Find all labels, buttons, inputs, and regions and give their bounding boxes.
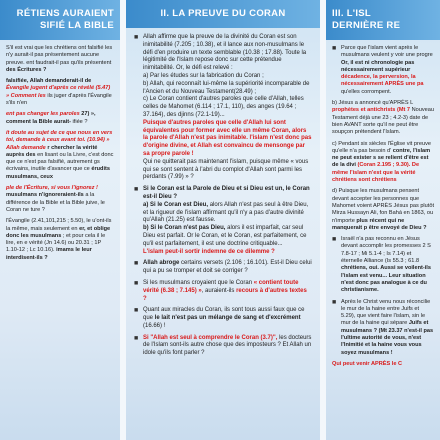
text-line: Évangile jugent d'après ce bbox=[6, 85, 77, 92]
text-line: 23 ; 4.2-3) date de bien AVANT bbox=[332, 114, 429, 128]
left-title-line-1 bbox=[4, 8, 114, 20]
right-bullet-1 bbox=[332, 45, 434, 96]
dilemma-lead: Si le Coran est la Parole de Dieu et si Dieu est un, le Coran est-il Dieu ? bbox=[143, 186, 310, 200]
text-line: 5.29), que vient faire l'islam, sin bbox=[341, 313, 420, 320]
text-line: pas plutôt Mirza Hussayn Ali, fon bbox=[332, 202, 435, 217]
left-paragraph-6 bbox=[6, 218, 114, 262]
bullet-square-icon: ■ bbox=[134, 34, 139, 41]
left-paragraph-4 bbox=[6, 130, 114, 181]
dilemma-bullet bbox=[134, 186, 312, 256]
text-line: 20.31 ; 1P 1.10-12 ; Lc 10.16). bbox=[6, 240, 102, 254]
text-line: Parce que l'islam vient après le bbox=[341, 45, 419, 51]
text-line: chrétiens, oui. Aussi se voilent-ils bbox=[341, 265, 431, 272]
text-line: 27) », comment la Bible aurait- bbox=[6, 111, 96, 125]
text-line: le mur de la haine qui sépare bbox=[341, 313, 426, 327]
text-line: Bahá en 1863, ou n'importe bbox=[332, 210, 434, 224]
bullet-square-icon: ■ bbox=[332, 298, 337, 306]
left-paragraph-5 bbox=[6, 185, 114, 214]
dilemma-a-text: alors Allah n'est pas seul à être Dieu, et la rigueur de l'islam affirmant qu'il n'y a pas d'autre divinité qu'Allah (21.25) est fausse. bbox=[143, 201, 309, 224]
text-line: ent faudrait-il pas qu'ils présentent bbox=[26, 59, 112, 66]
bullet-square-icon: ■ bbox=[332, 45, 337, 52]
bullet-square-icon: ■ bbox=[134, 186, 139, 194]
bullet-square-icon: ■ bbox=[134, 334, 139, 342]
intro-bullet bbox=[134, 34, 312, 182]
abrogation-bullet bbox=[134, 260, 312, 276]
text-line: e vérité (Jn 14.6) ou bbox=[24, 240, 75, 247]
bullet-square-icon: ■ bbox=[134, 260, 139, 268]
text-line: le mur de la haine entre Juifs et bbox=[341, 305, 420, 312]
truth-red-2: recours à d'autres textes ? bbox=[143, 287, 307, 302]
text-line: n'est pas falsifié, autrement bbox=[24, 159, 93, 166]
middle-panel bbox=[126, 0, 320, 440]
bullet-square-icon: ■ bbox=[332, 236, 337, 244]
right-bullet-5-text bbox=[341, 236, 434, 294]
text-line: Qui peut venir APRÈS le C bbox=[332, 360, 403, 367]
point-c: c) Le Coran contient d'autres paroles que celle d'Allah, telles celles de Mahomet (6.114 ; 17.1, 110), des anges (19.64 ; 37.164), des djinns (72.1-19)... bbox=[143, 96, 304, 118]
abrogation-content bbox=[143, 260, 312, 276]
text-line: (Coran 2.195 ; 9.30). De même bbox=[332, 162, 420, 176]
text-line: contre, l'islam ne peut exister s bbox=[332, 147, 431, 162]
text-line: révélé (5.47) » Comment les bbox=[6, 85, 111, 99]
text-line: l'islam est venu... Leur situation bbox=[341, 272, 426, 279]
text-line: it doute au sujet de ce que nous bbox=[6, 129, 92, 136]
text-line: b) Jésus a annoncé qu'APRÈS L bbox=[332, 100, 414, 107]
text-line: ture ? bbox=[30, 206, 45, 213]
text-line: plus récent qui ne manquerait p bbox=[332, 217, 405, 231]
text-line: a la différence de la Bible bbox=[6, 192, 95, 206]
text-line: 2 S 7.8-17 ; Mi 5.1-4 ; Is 7.14) et bbox=[341, 243, 431, 257]
text-line: r chercher la vérité auprès des bbox=[6, 144, 98, 158]
text-line: prétendent l'Islam. bbox=[354, 129, 401, 136]
text-line: chrétiens sont chrétiens bbox=[332, 177, 397, 184]
dilemma-conclusion: L'islam peut-il sortir indemne de ce dilemme ? bbox=[143, 248, 275, 255]
bullet-square-icon: ■ bbox=[134, 307, 139, 315]
left-paragraph-3 bbox=[6, 111, 114, 126]
right-paragraph-2 bbox=[332, 100, 434, 136]
dilemma-b-label: b) Si le Coran n'est pas Dieu, bbox=[143, 225, 226, 232]
right-bullet-6 bbox=[332, 299, 434, 357]
text-line: devant accepter les personnes bbox=[332, 195, 409, 202]
text-line: des Écritures ? bbox=[6, 66, 47, 73]
text-line: Or, il est ni chronologie bbox=[341, 59, 404, 66]
abrogation-lead: Allah abroge bbox=[143, 260, 180, 267]
text-line: n'est-il pas l'ultime autorité de bbox=[341, 327, 434, 341]
text-line: qu'elles corrompent. bbox=[341, 88, 392, 95]
text-line: n'y aurait-il pas présentement aucune preuve. bbox=[6, 52, 100, 66]
red-claim: Puisque d'autres paroles que celle d'Allah lui sont équivalentes pour former avec elle un même Coran, alors la parole d'Allah n'est pas inimitable. l'islam n'est donc pas d'origine divine, et Allah est convaincu de mensonge par sa propre parole ! bbox=[143, 119, 312, 157]
point-a: a) Par les études sur la fabrication du Coran ; bbox=[143, 72, 264, 79]
right-paragraph-3 bbox=[332, 141, 434, 185]
text-line: que Mahomet voient APRÈS Jésus bbox=[332, 195, 420, 209]
left-panel-title bbox=[0, 0, 120, 40]
text-line: en lisant ou la Livre, c'est donc que ce bbox=[6, 151, 114, 166]
bullet-square-icon: ■ bbox=[134, 279, 139, 287]
miracles-text-before: Quant aux miracles du Coran, ils sont tous aussi faux que ce que bbox=[143, 307, 305, 322]
left-panel-body bbox=[0, 40, 120, 262]
truth-content bbox=[143, 280, 312, 303]
text-line: devant accomplir les promesses bbox=[341, 243, 421, 250]
text-line: imams le leur interdisent-ils ? bbox=[6, 247, 92, 261]
text-line: n'est donc pas analogue à ce bbox=[341, 279, 419, 286]
left-paragraph-2 bbox=[6, 78, 114, 107]
text-line: c) Pendant six siècles l'Église vit bbox=[332, 140, 413, 147]
text-line: Juifs et musulmans ? (Mt 23.37 bbox=[341, 320, 429, 334]
right-bullet-1-text bbox=[341, 45, 434, 96]
left-panel bbox=[0, 0, 120, 440]
text-line: Nouveau Testament déjà une bbox=[332, 107, 434, 121]
text-line: ; et pour cela il le lire, en bbox=[6, 232, 106, 247]
text-line: être envoyé de Dieu ? bbox=[368, 224, 427, 231]
dilemma-b-text: alors il est imparfait, car seul Dieu est parfait. Or le Coran, et le Coran, est parfaitement, ce qu'il est parfaitement, il est une doctrine critiquable... bbox=[143, 225, 307, 247]
right-closing bbox=[332, 361, 434, 368]
final-red: Si "Allah est seul à comprendre le Coran (3.7)", bbox=[143, 334, 278, 341]
right-title-line-2: DERNIÈRE RE bbox=[332, 20, 401, 31]
final-content bbox=[143, 335, 312, 358]
point-b: b) Allah, qui reconnaît lui-même la supériorité incomparable de l'Ancien et du Nouveau Testament(28.49) ; bbox=[143, 80, 310, 95]
intro-text: Allah affirme que la preuve de la divinité du Coran est son inimitabilité (7.205 ; 10.38), et il lance aux non-musulmans le défi d'en produire un texte semblable (10.38 ; 17.88). Toute la légitimité de l'Islam repose donc sur cette prétendue inimitabilité. Or, le défi est relevé : bbox=[143, 34, 307, 72]
text-line: S'il est vrai que les chrétiens ont falsifié les bbox=[6, 45, 113, 51]
text-line: ifiée ? bbox=[72, 118, 88, 125]
dilemma-content bbox=[143, 186, 312, 256]
dilemma-a-label: a) Si le Coran est Dieu, bbox=[143, 201, 209, 208]
right-title-line-1: III. L'ISL bbox=[332, 8, 372, 19]
text-line: Après le Christ venu nous réconcilie bbox=[341, 298, 431, 305]
text-line: l'Évangile (2.41,101,215 ; 5.50), le bbox=[6, 218, 91, 225]
text-line: preuve qu'elle n'a pas besoin d' bbox=[332, 140, 432, 154]
text-line: er, et oblige donc les musulmans bbox=[6, 225, 111, 239]
text-line: nécessairement APRÈS une pa bbox=[341, 81, 424, 88]
middle-panel-body bbox=[126, 28, 320, 358]
text-line: sorte qu'il ne peut être soupçon bbox=[332, 121, 419, 136]
text-line: musulmans veulent y voir une progre bbox=[341, 52, 433, 59]
truth-text-before: Si les musulmans croyaient que le Coran bbox=[143, 279, 253, 286]
right-bullet-5 bbox=[332, 236, 434, 294]
miracles-ref: (16.66) ! bbox=[143, 322, 166, 329]
text-line: musulmans n'ignoreraient-ils bbox=[6, 192, 84, 199]
text-line: ent pas changer les paroles bbox=[6, 111, 80, 118]
middle-panel-title: II. LA PREUVE DU CORAN bbox=[126, 0, 320, 28]
text-line: pas nécessairement supérieur bbox=[341, 59, 415, 73]
text-line: érudits musulmans, ceux bbox=[6, 166, 110, 180]
right-bullet-6-text bbox=[341, 299, 434, 357]
intro-content bbox=[143, 34, 312, 182]
right-panel bbox=[326, 0, 440, 440]
final-bullet bbox=[134, 335, 312, 358]
truth-mid: , auraient-ils bbox=[201, 287, 235, 294]
text-line: ple de l'Écriture, si vous l'ignorez ! bbox=[6, 185, 98, 192]
final-text: les docteurs de l'Islam sont-ils autre chose que des imposteurs ? Et Allah un idole qu'ils font parler ? bbox=[143, 334, 312, 357]
miracles-bold: le lait n'est pas un mélange de sang et d'excrément bbox=[154, 315, 301, 322]
perdants-quote: Qui ne quitterait pas maintenant l'islam, puisque même « vous qui se sont sentent à l'abri du complot d'Allah sont parmi les perdants (7.99) » ? bbox=[143, 158, 309, 181]
text-line: d) Puisque les musulmans pensent bbox=[332, 188, 420, 195]
text-line: se relient d'être est de la divi bbox=[332, 155, 429, 169]
text-line: éternelle Alliance (Is 55.3 ; 61.8 bbox=[341, 258, 420, 265]
text-line: en vers toi, demande à ceux bbox=[6, 129, 113, 144]
text-line: ils juger d'après l'Évangile s'ils n'en bbox=[6, 92, 112, 107]
right-panel-body bbox=[326, 40, 440, 368]
text-line: falsifiée, Allah demanderait-il de bbox=[6, 78, 92, 85]
text-line: décadence, la perversion, la bbox=[341, 74, 416, 81]
text-line: u'ont-ils la même, mais seulement en bbox=[6, 218, 112, 232]
text-line: avant toi. (10.94) » Allah demande bbox=[6, 137, 110, 151]
truth-red-1: « contient toute vérité (6.38 ; 7.145) » bbox=[143, 279, 299, 294]
right-paragraph-4 bbox=[332, 188, 434, 232]
abrogation-text: certains versets (2.106 ; 16.101). Est-il Dieu celui qui a pu se tromper et doit se corriger ? bbox=[143, 260, 312, 275]
truth-bullet bbox=[134, 280, 312, 303]
text-line: prophètes et antichrists (Mt 7 bbox=[332, 107, 411, 114]
text-line: l'islam n'est que la vérité bbox=[349, 169, 416, 176]
left-paragraph-1 bbox=[6, 45, 114, 74]
text-line: gs écrivains, inutile d'avancer que ce bbox=[6, 159, 100, 173]
left-title-line-2: SIFIÉ LA BIBLE bbox=[39, 20, 114, 31]
text-line: vous vous soyez musulmans ! bbox=[341, 342, 422, 356]
text-line: du christianisme. bbox=[341, 279, 427, 294]
miracles-bullet bbox=[134, 307, 312, 330]
miracles-content bbox=[143, 307, 312, 330]
left-title-word-1: RÉTIENS AURAIENT bbox=[16, 8, 114, 19]
right-panel-title bbox=[326, 0, 440, 40]
text-line: vous, n'est l'Inimitié et la haine bbox=[341, 334, 422, 349]
text-line: et la Bible juive, le Coran ne bbox=[6, 199, 105, 213]
text-line: Israël n'a pas reconnu en Jésus bbox=[341, 236, 420, 243]
